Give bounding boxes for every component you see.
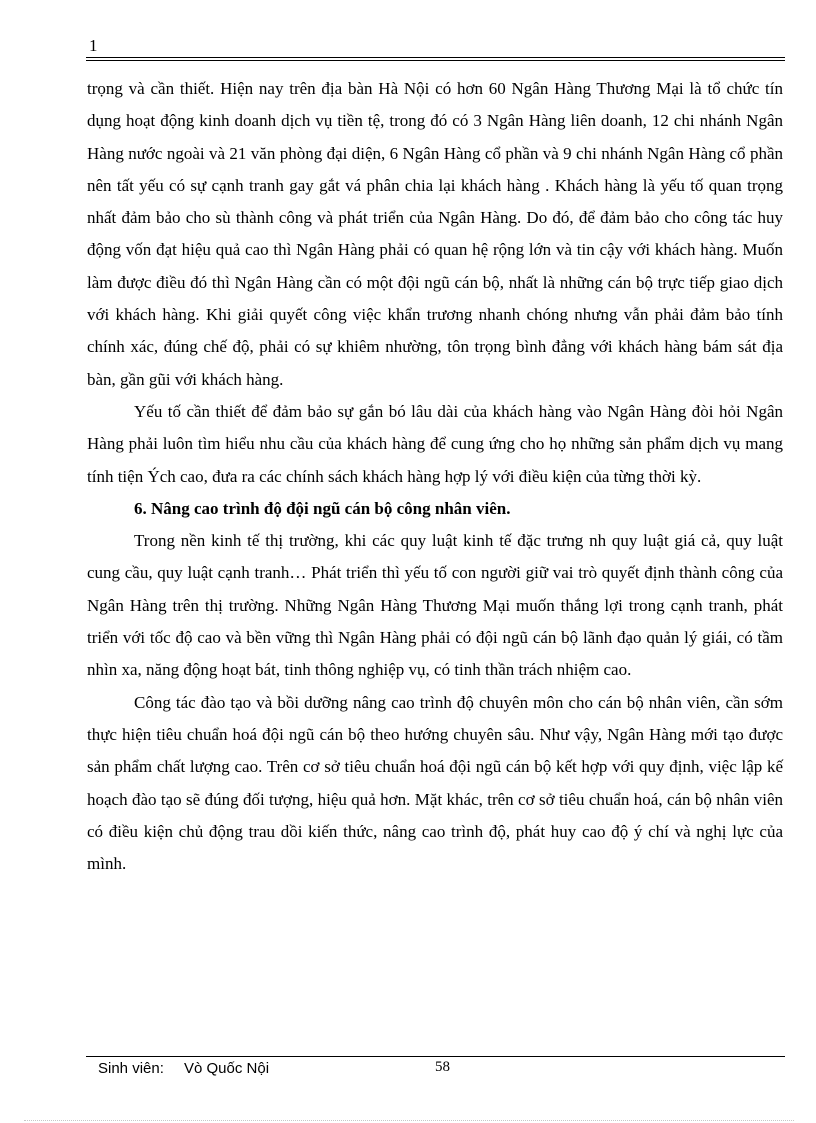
section-heading: 6. Nâng cao trình độ đội ngũ cán bộ công nhân viên. bbox=[134, 498, 511, 518]
paragraph-training: Công tác đào tạo và bồi dưỡng nâng cao trình độ chuyên môn cho cán bộ nhân viên, cần sớm thực hiện tiêu chuẩn hoá đội ngũ cán bộ theo hướng chuyên sâu. Như vậy, Ngân Hàng mới tạo được sản phẩm chất lượng cao. Trên cơ sở tiêu chuẩn hoá đội ngũ cán bộ kết hợp với quy định, việc lập kế hoạch đào tạo sẽ đúng đối tượng, hiệu quả hơn. Mặt khác, trên cơ sở tiêu chuẩn hoá, cán bộ nhân viên có điều kiện chủ động trau dồi kiến thức, nâng cao trình độ, phát huy cao độ ý chí và nghị lực của mình. bbox=[87, 692, 783, 874]
footer-rule bbox=[86, 1056, 785, 1057]
footer-student-label: Sinh viên: bbox=[98, 1060, 164, 1077]
paragraph-continuation: trọng và cần thiết. Hiện nay trên địa bàn Hà Nội có hơn 60 Ngân Hàng Thương Mại là tổ chức tín dụng hoạt động kinh doanh dịch vụ tiền tệ, trong đó có 3 Ngân Hàng liên doanh, 12 chi nhánh Ngân Hàng nước ngoài và 21 văn phòng đại diện, 6 Ngân Hàng cổ phần và 9 chi nhánh Ngân Hàng cổ phần nên tất yếu có sự cạnh tranh gay gắt vá phân chia lại khách hàng . Khách hàng là yếu tố quan trọng nhất đảm bảo cho sù thành công và phát triển của Ngân Hàng. Do đó, để đảm bảo cho công tác huy động vốn đạt hiệu quả cao thì Ngân Hàng phải có quan hệ rộng lớn và tin cậy với khách hàng. Muốn làm được điều đó thì Ngân Hàng cần có một đội ngũ cán bộ, nhất là những cán bộ trực tiếp giao dịch với khách hàng. Khi giải quyết công việc khẩn trương nhanh chóng nhưng vẫn phải đảm bảo tính chính xác, đúng chế độ, phải có sự khiêm nhường, tôn trọng bình đẳng với khách hàng bám sát địa bàn, gần gũi với khách hàng. bbox=[87, 79, 783, 389]
header-page-marker: 1 bbox=[89, 36, 98, 55]
footer-student-name: Vò Quốc Nội bbox=[184, 1060, 270, 1077]
header-double-rule bbox=[86, 57, 785, 61]
document-body bbox=[87, 73, 783, 880]
paragraph-customer-retention: Yếu tố cần thiết để đảm bảo sự gắn bó lâu dài của khách hàng vào Ngân Hàng đòi hỏi Ngân Hàng phải luôn tìm hiểu nhu cầu của khách hàng để cung ứng cho họ những sản phẩm dịch vụ mang tính tiện Ých cao, đưa ra các chính sách khách hàng hợp lý với điều kiện của từng thời kỳ. bbox=[87, 401, 783, 486]
paragraph-human-factor: Trong nền kinh tế thị trường, khi các quy luật kinh tế đặc trưng nh quy luật giá cả, quy luật cung cầu, quy luật cạnh tranh… Phát triển thì yếu tố con người giữ vai trò quyết định thành công của Ngân Hàng trên thị trường. Những Ngân Hàng Thương Mại muốn thắng lợi trong cạnh tranh, phát triển với tốc độ cao và bền vững thì Ngân Hàng phải có đội ngũ cán bộ lãnh đạo quản lý giái, có tầm nhìn xa, năng động hoạt bát, tinh thông nghiệp vụ, có tinh thần trách nhiệm cao. bbox=[87, 531, 783, 680]
footer-page-number: 58 bbox=[435, 1059, 450, 1075]
page-bottom-dotted-border bbox=[24, 1120, 794, 1121]
